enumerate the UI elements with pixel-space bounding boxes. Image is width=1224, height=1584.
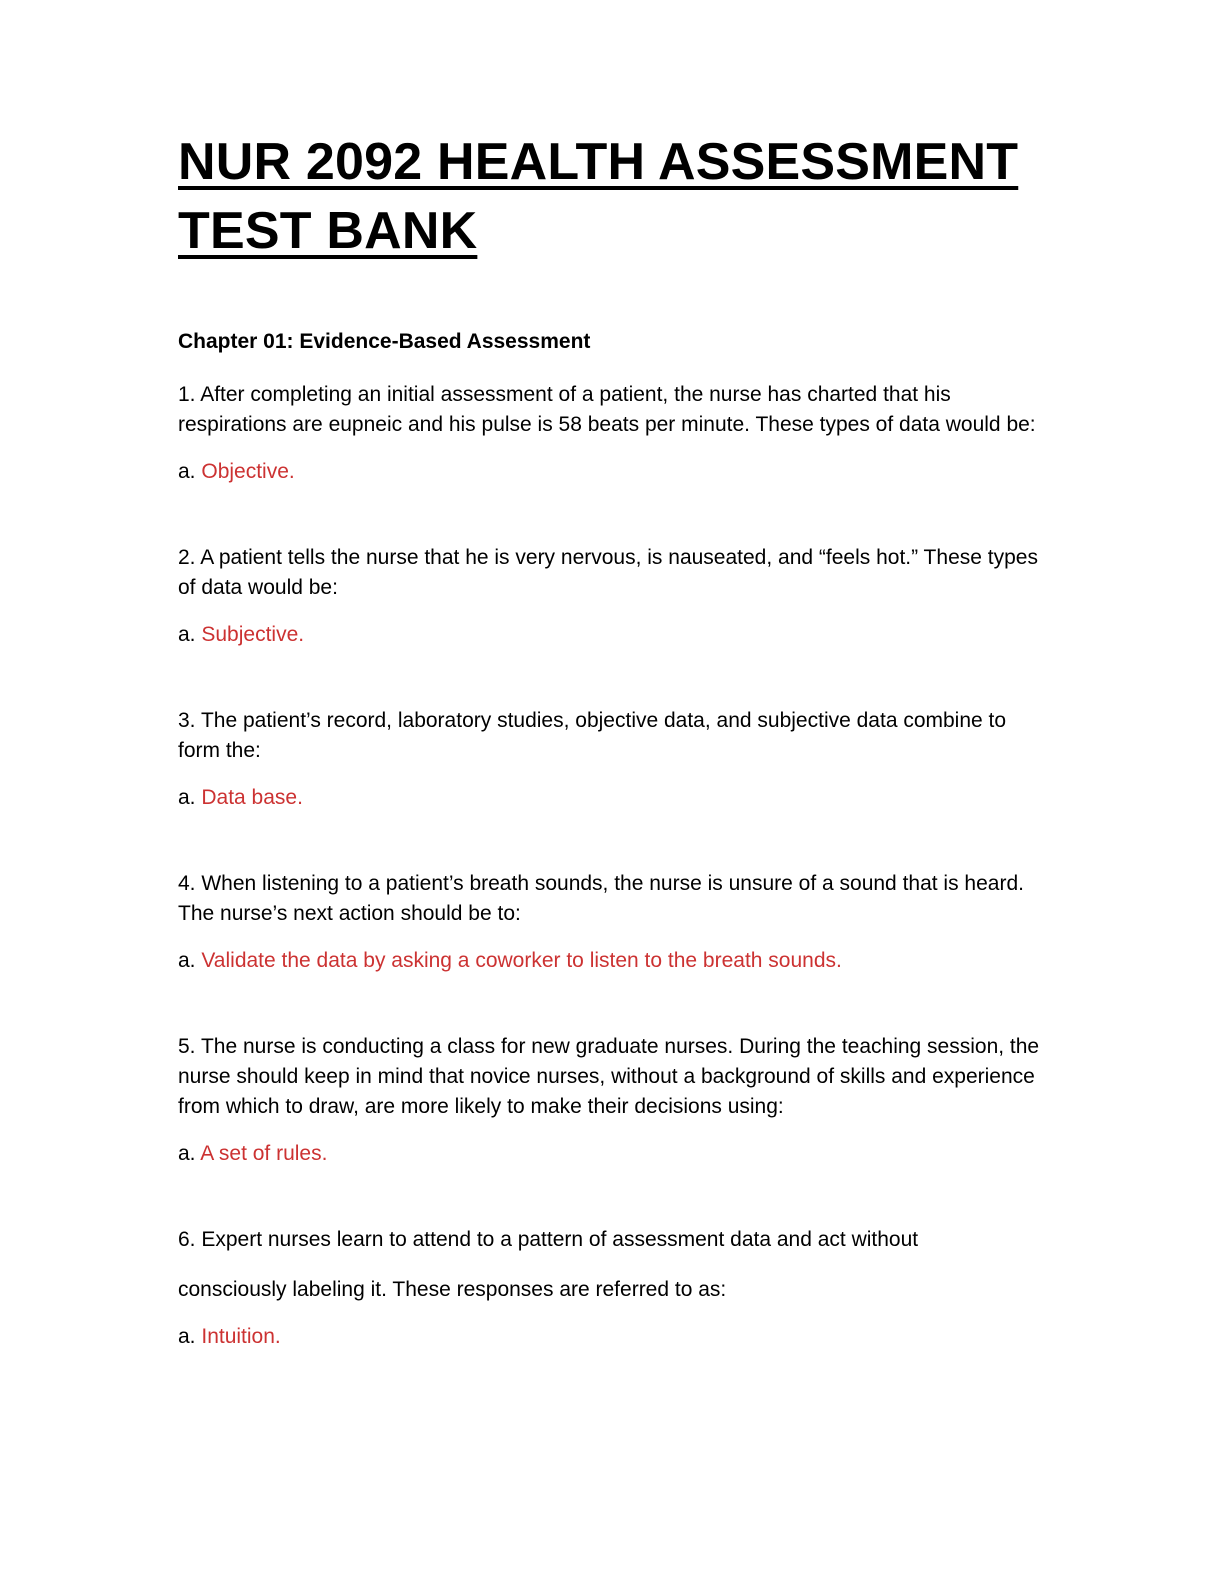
answer-text: Objective. xyxy=(201,460,295,483)
document-title-line-1: NUR 2092 HEALTH ASSESSMENT xyxy=(178,133,1019,191)
answer-prefix: a. xyxy=(178,623,196,646)
question-block-4 xyxy=(178,869,1045,976)
question-text: 5. The nurse is conducting a class for new graduate nurses. During the teaching session, the nurse should keep in mind that novice nurses, without a background of skills and experience from which to draw, are more likely to make their decisions using: xyxy=(178,1035,1040,1118)
question-text: 6. Expert nurses learn to attend to a pattern of assessment data and act without xyxy=(178,1228,919,1251)
answer-text: Data base. xyxy=(201,786,303,809)
question-text-continued: consciously labeling it. These responses are referred to as: xyxy=(178,1278,727,1301)
answer-prefix: a. xyxy=(178,1142,196,1165)
answer-line xyxy=(178,1139,1045,1169)
answer-prefix: a. xyxy=(178,1325,196,1348)
question-block-2 xyxy=(178,543,1045,650)
question-text: 2. A patient tells the nurse that he is very nervous, is nauseated, and “feels hot.” These types of data would be: xyxy=(178,546,1038,599)
answer-line xyxy=(178,1322,1045,1352)
document-title-line-2: TEST BANK xyxy=(178,202,478,260)
answer-prefix: a. xyxy=(178,786,196,809)
answer-text: Intuition. xyxy=(201,1325,281,1348)
question-block-6 xyxy=(178,1225,1045,1352)
answer-line xyxy=(178,620,1045,650)
question-block-5 xyxy=(178,1032,1045,1169)
question-text: 4. When listening to a patient’s breath sounds, the nurse is unsure of a sound that is heard. The nurse’s next action should be to: xyxy=(178,872,1024,925)
question-block-3 xyxy=(178,706,1045,813)
answer-line xyxy=(178,783,1045,813)
document-title xyxy=(178,128,1045,266)
answer-line xyxy=(178,457,1045,487)
question-text: 3. The patient’s record, laboratory studies, objective data, and subjective data combine to form the: xyxy=(178,709,1007,762)
question-block-1 xyxy=(178,380,1045,487)
answer-prefix: a. xyxy=(178,949,196,972)
answer-text: A set of rules. xyxy=(200,1142,328,1165)
question-text: 1. After completing an initial assessment of a patient, the nurse has charted that his respirations are eupneic and his pulse is 58 beats per minute. These types of data would be: xyxy=(178,383,1036,436)
answer-line xyxy=(178,946,1045,976)
answer-text: Validate the data by asking a coworker to listen to the breath sounds. xyxy=(201,949,842,972)
chapter-heading: Chapter 01: Evidence-Based Assessment xyxy=(178,330,591,353)
answer-text: Subjective. xyxy=(201,623,305,646)
answer-prefix: a. xyxy=(178,460,196,483)
